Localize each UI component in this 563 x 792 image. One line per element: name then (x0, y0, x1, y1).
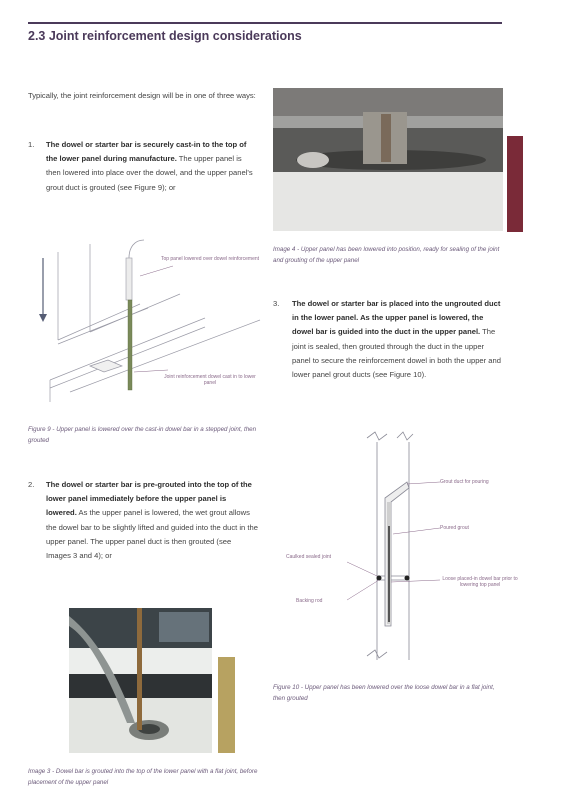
figure-10-label-poured-grout: Poured grout (440, 525, 469, 531)
backing-rod-left (377, 576, 382, 581)
arrow-head-icon (39, 314, 47, 322)
figure-10-caption: Figure 10 - Upper panel has been lowered over the loose dowel bar in a flat joint, then grouted (273, 684, 495, 702)
item-1-body: The upper panel is then lowered into place over the dowel, and the upper panel's grout duct is grouted (see Figure 9); or (46, 154, 253, 192)
item-1-bold: The dowel or starter bar is securely cast-in to the top of the lower panel during manufacture. (46, 140, 247, 164)
figure-10-label-backing: Backing rod (296, 598, 323, 604)
intro-paragraph: Typically, the joint reinforcement design will be in one of three ways: (28, 91, 256, 100)
figure-10-label-loose: Loose placed-in dowel bar prior to lowering top panel (442, 576, 518, 589)
maroon-accent-bar (507, 136, 523, 232)
item-3-number: 3. (273, 299, 280, 308)
dowel-bar-photo (381, 114, 391, 162)
figure-9-label-bottom: Joint reinforcement dowel cast in to lower panel (164, 374, 256, 387)
item-3-text (292, 297, 504, 382)
dowel-bar (128, 300, 132, 390)
image-3-photo (69, 608, 212, 753)
image-4-photo (273, 88, 503, 231)
image-3-caption: Image 3 - Dowel bar is grouted into the top of the lower panel with a flat joint, before placement of the upper panel (28, 768, 258, 786)
figure-10-label-caulked: Caulked sealed joint (286, 554, 332, 560)
figure-10-label-grout-duct: Grout duct for pouring (440, 479, 489, 485)
figure-9-caption: Figure 9 - Upper panel is lowered over the cast-in dowel bar in a stepped joint, then grouted (28, 426, 257, 444)
backing-rod-right (405, 576, 410, 581)
figure-9-label-top: Top panel lowered over dowel reinforcement (160, 256, 260, 262)
rebar (137, 608, 142, 730)
image-4-caption: Image 4 - Upper panel has been lowered into position, ready for sealing of the joint and grouting of the upper panel (273, 246, 500, 264)
page-title: 2.3 Joint reinforcement design considerations (28, 29, 302, 43)
title-rule (28, 22, 502, 24)
figure-10-diagram (345, 430, 440, 670)
loose-dowel-bar (388, 526, 390, 622)
item-2-number: 2. (28, 480, 35, 489)
gold-accent-bar (218, 657, 235, 753)
item-2-text (46, 478, 258, 563)
item-1-number: 1. (28, 140, 35, 149)
item-2-body: As the upper panel is lowered, the wet grout allows the dowel bar to be slightly lifted and guided into the duct in the upper panel. The upper panel duct is then grouted (see Images 3 and 4); or (46, 508, 258, 561)
item-2-bold: The dowel or starter bar is pre-grouted into the top of the lower panel immediately before the upper panel is lowered. (46, 480, 252, 518)
item-3-bold: The dowel or starter bar is placed into the ungrouted duct in the lower panel. As the upper panel is lowered, the dowel bar is guided into the duct in the upper panel. (292, 299, 501, 337)
item-1-text (46, 138, 256, 195)
item-3-body: The joint is sealed, then grouted through the duct in the upper panel to secure the reinforcement dowel in both the upper and lower panel grout ducts (see Figure 10). (292, 327, 501, 380)
